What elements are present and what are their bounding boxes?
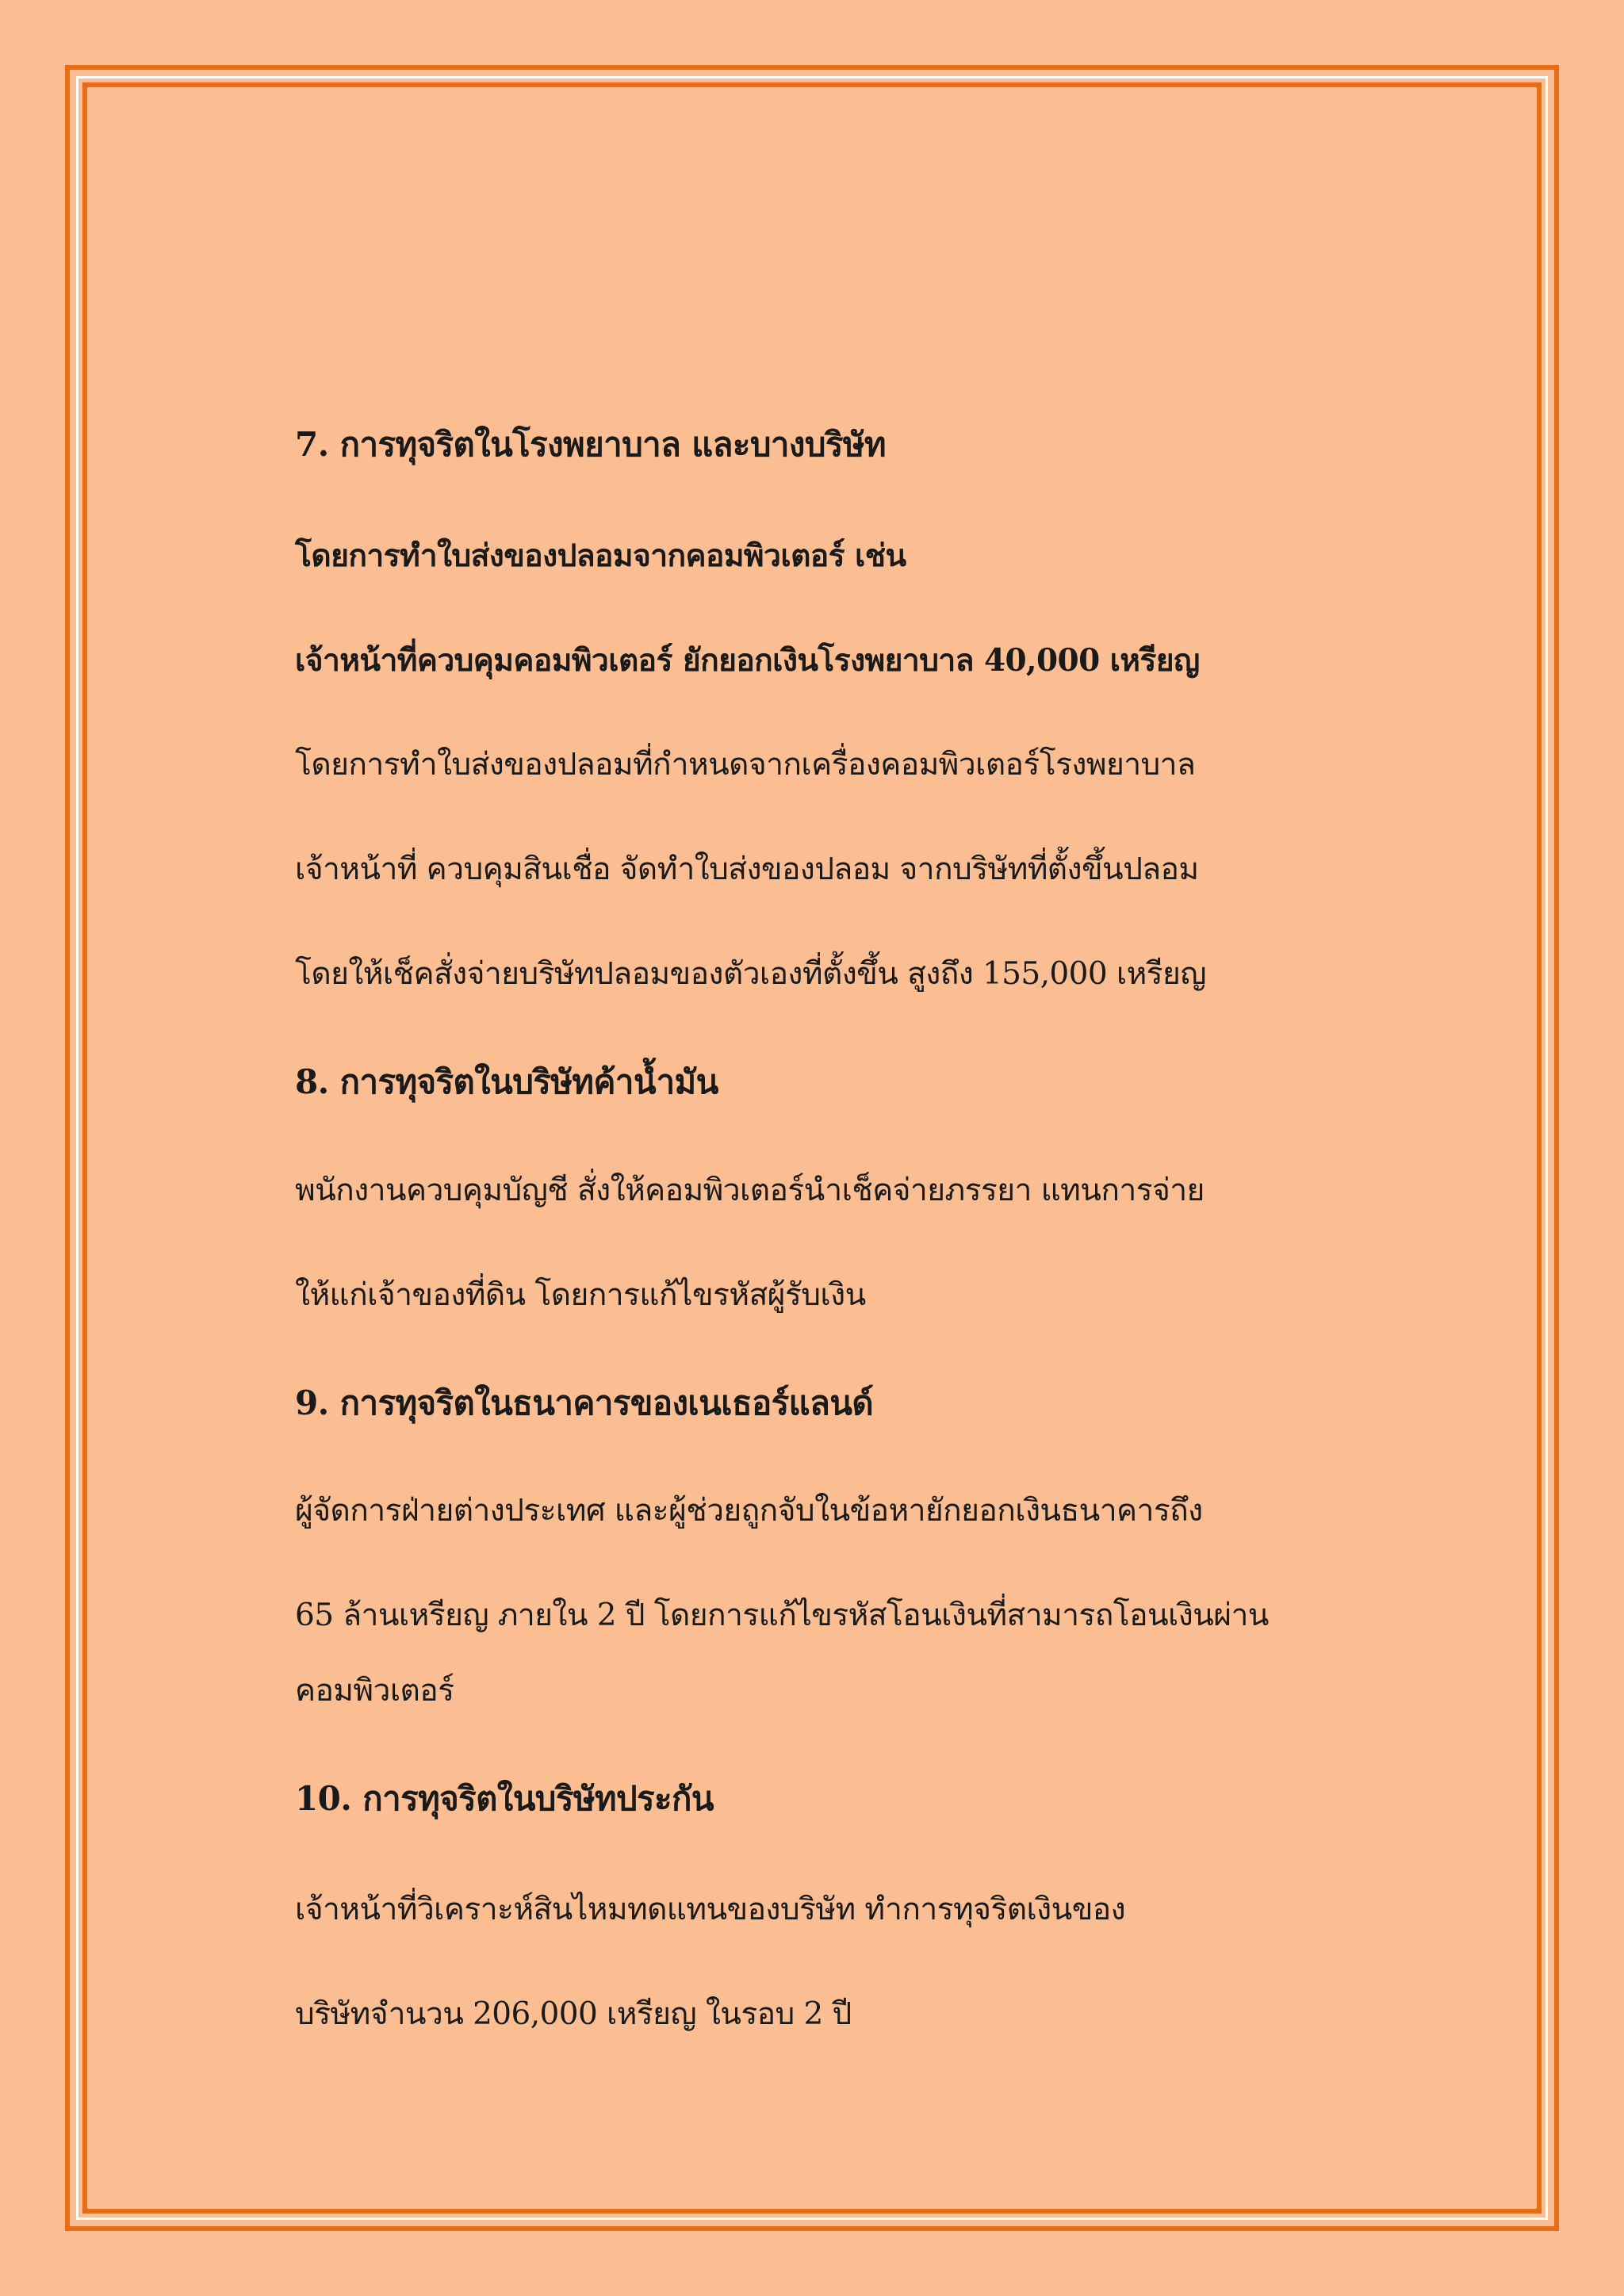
section-9-line-3: คอมพิวเตอร์: [295, 1673, 454, 1709]
section-7-line-3: โดยการทำใบส่งของปลอมที่กำหนดจากเครื่องคอมพิวเตอร์โรงพยาบาล: [295, 747, 1196, 783]
section-10-line-1: เจ้าหน้าที่วิเคราะห์สินไหมทดแทนของบริษัท ทำการทุจริตเงินของ: [295, 1892, 1126, 1927]
section-9-heading: 9. การทุจริตในธนาคารของเนเธอร์แลนด์: [295, 1383, 874, 1422]
section-10-heading: 10. การทุจริตในบริษัทประกัน: [295, 1779, 714, 1818]
section-7-line-5: โดยให้เช็คสั่งจ่ายบริษัทปลอมของตัวเองที่ตั้งขึ้น สูงถึง 155,000 เหรียญ: [295, 956, 1206, 992]
section-9-line-1: ผู้จัดการฝ่ายต่างประเทศ และผู้ช่วยถูกจับในข้อหายักยอกเงินธนาคารถึง: [295, 1493, 1203, 1529]
section-7-line-1: โดยการทำใบส่งของปลอมจากคอมพิวเตอร์ เช่น: [295, 538, 906, 574]
section-7-line-4: เจ้าหน้าที่ ควบคุมสินเชื่อ จัดทำใบส่งของปลอม จากบริษัทที่ตั้งขึ้นปลอม: [295, 851, 1199, 887]
section-7-heading: 7. การทุจริตในโรงพยาบาล และบางบริษัท: [295, 425, 887, 464]
section-8-line-2: ให้แก่เจ้าของที่ดิน โดยการแก้ไขรหัสผู้รับเงิน: [295, 1277, 866, 1313]
section-8-heading: 8. การทุจริตในบริษัทค้าน้ำมัน: [295, 1062, 718, 1101]
section-9-line-2: 65 ล้านเหรียญ ภายใน 2 ปี โดยการแก้ไขรหัสโอนเงินที่สามารถโอนเงินผ่าน: [295, 1598, 1269, 1633]
section-7-line-2: เจ้าหน้าที่ควบคุมคอมพิวเตอร์ ยักยอกเงินโรงพยาบาล 40,000 เหรียญ: [295, 642, 1200, 679]
document-body: [295, 0, 1326, 2296]
section-8-line-1: พนักงานควบคุมบัญชี สั่งให้คอมพิวเตอร์นำเช็คจ่ายภรรยา แทนการจ่าย: [295, 1173, 1205, 1208]
section-10-line-2: บริษัทจำนวน 206,000 เหรียญ ในรอบ 2 ปี: [295, 1996, 852, 2032]
